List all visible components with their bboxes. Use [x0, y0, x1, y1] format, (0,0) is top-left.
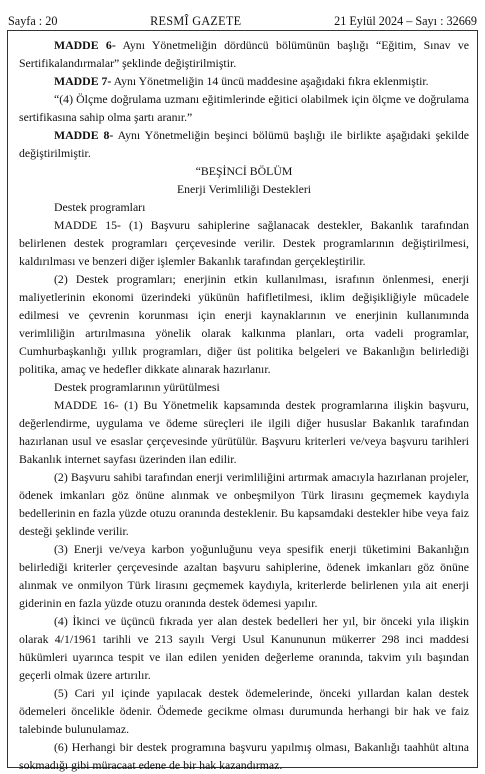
article-16-clause-2: (2) Başvuru sahibi tarafından enerji verimliliğini artırmak amacıyla hazırlanan projeler, ödenek imkanları göz önüne alınmak ve onbeşmilyon Türk lirasını geçmemek kaydıyla bedellerinin en fazla yüzde otuzu oranında desteklenir. Bu kapsamdaki destekler hibe veya faiz desteği şeklinde verilir.: [19, 470, 469, 538]
date-issue: 21 Eylül 2024 – Sayı : 32669: [334, 14, 477, 28]
article-16-clause-3: (3) Enerji ve/veya karbon yoğunluğunu veya spesifik enerji tüketimini Bakanlığın belirlediği kriterler çerçevesinde azaltan başvuru sahiplerine, ödenek imkanları göz önüne alınmak ve onmilyon Türk lirasını geçmemek kaydıyla, kriterlerde belirlenen yıla ait enerji giderinin en fazla yüzde otuzu oranında destek ödemesi yapılır.: [19, 542, 469, 610]
page-header: [8, 14, 477, 28]
document-body: [19, 36, 469, 774]
article-8-lead: MADDE 8-: [54, 128, 114, 142]
article-6-text: Aynı Yönetmeliğin dördüncü bölümünün başlığı “Eğitim, Sınav ve Sertifikalandırmalar” şeklinde değiştirilmiştir.: [19, 38, 469, 70]
article-15-clause-1: MADDE 15- (1) Başvuru sahiplerine sağlanacak destekler, Bakanlık tarafından belirlenen destek programları çerçevesinde verilir. Destek programlarının değiştirilmesi, kaldırılması ve benzeri diğer işlemler Bakanlık tarafından gerçekleştirilir.: [19, 218, 469, 268]
gazette-title: RESMÎ GAZETE: [150, 14, 242, 28]
article-8-text: Aynı Yönetmeliğin beşinci bölümü başlığı ile birlikte aşağıdaki şekilde değiştirilmiştir.: [19, 128, 469, 160]
section-subtitle: Enerji Verimliliği Destekleri: [176, 182, 312, 196]
article-8: [19, 126, 469, 162]
article-16-clause-4: (4) İkinci ve üçüncü fıkrada yer alan destek bedelleri her yıl, bir önceki yıla ilişkin olarak 4/1/1961 tarihli ve 213 sayılı Vergi Usul Kanununun mükerrer 298 inci maddesi hükümleri uyarınca tespit ve ilan edilen yeniden değerleme oranında, takvim yılı başından geçerli olmak üzere artırılır.: [19, 614, 469, 682]
article-6-lead: MADDE 6-: [54, 38, 116, 52]
article-15-clause-2: (2) Destek programları; enerjinin etkin kullanılması, israfının önlenmesi, enerji maliyetlerinin ekonomi üzerindeki yükünün hafifletilmesi, iklim değişikliğiyle mücadele edilmesi ve çevrenin korunması için enerji kaynaklarının ve enerjinin kullanımında verimliliğin artırılmasına yönelik olarak kalkınma planları, orta vadeli programlar, Cumhurbaşkanlığı yıllık programları, diğer üst politika belgeleri ve Bakanlığın belirlediği politika, amaç ve hedefler dikkate alınarak hazırlanır.: [19, 272, 469, 376]
article-7-text: Aynı Yönetmeliğin 14 üncü maddesine aşağıdaki fıkra eklenmiştir.: [111, 74, 429, 88]
page-number: Sayfa : 20: [8, 14, 58, 28]
added-clause: “(4) Ölçme doğrulama uzmanı eğitimlerinde eğitici olabilmek için ölçme ve doğrulama sertifikasına sahip olma şartı aranır.”: [19, 92, 469, 124]
article-16-clause-1: MADDE 16- (1) Bu Yönetmelik kapsamında destek programlarına ilişkin başvuru, değerlendirme, uygulama ve ödeme süreçleri ile ilgili diğer hususlar Bakanlık tarafından hazırlanan usul ve esaslar çerçevesinde yürütülür. Başvuru kriterleri ve/veya başvuru tarihleri Bakanlık internet sayfası üzerinden ilan edilir.: [19, 398, 469, 466]
article-7-lead: MADDE 7-: [54, 74, 112, 88]
article-6: [19, 36, 469, 72]
section-title: “BEŞİNCİ BÖLÜM: [195, 164, 293, 178]
article-7: [19, 72, 469, 90]
article-16-clause-6: (6) Herhangi bir destek programına başvuru yapılmış olması, Bakanlığı taahhüt altına sokmadığı gibi müracaat edene de bir hak kazandırmaz.: [19, 740, 469, 772]
article-16-clause-5: (5) Cari yıl içinde yapılacak destek ödemelerinde, önceki yıllardan kalan destek ödemeleri öncelikle ödenir. Ödemede gecikme olması durumunda herhangi bir hak ve faiz talebinde bulunulamaz.: [19, 686, 469, 736]
heading-yurutulmesi: Destek programlarının yürütülmesi: [54, 380, 220, 394]
heading-destek-programlari: Destek programları: [54, 200, 146, 214]
